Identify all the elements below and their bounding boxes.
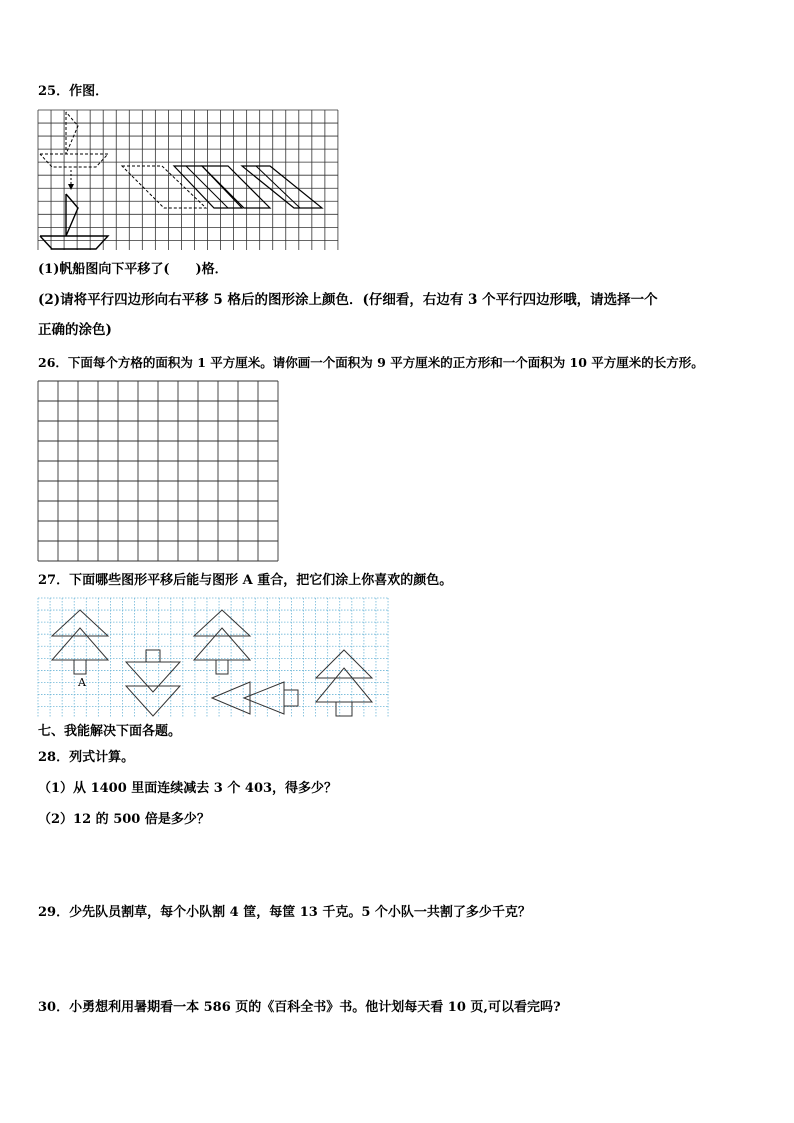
- q30-text: 30．小勇想利用暑期看一本 586 页的《百科全书》书。他计划每天看 10 页,可以看完吗?: [38, 1000, 561, 1015]
- parallelogram-candidate-3: [242, 166, 322, 208]
- tree-translated: [194, 610, 250, 674]
- label-a: A: [78, 676, 86, 689]
- q25-sub1-suffix: )格．: [195, 262, 228, 277]
- tree-a: [52, 610, 108, 674]
- q25-heading: 25．作图．: [38, 84, 109, 99]
- q29-text: 29．少先队员割草，每个小队割 4 筐，每筐 13 千克。5 个小队一共割了多少千克？: [38, 905, 531, 920]
- translate-arrow-icon: [68, 170, 74, 190]
- q26-grid[interactable]: [38, 381, 280, 562]
- q28-item2: （2）12 的 500 倍是多少？: [38, 812, 210, 827]
- q28-heading: 28．列式计算。: [38, 750, 135, 765]
- q25-sub2-line1: (2)请将平行四边形向右平移 5 格后的图形涂上颜色．(仔细看，右边有 3 个平行四边形哦，请选择一个: [38, 292, 658, 308]
- q26-heading: 26．下面每个方格的面积为 1 平方厘米。请你画一个面积为 9 平方厘米的正方形和一个面积为 10 平方厘米的长方形。: [38, 355, 704, 370]
- sailboat-original: [40, 112, 108, 167]
- q25-grid-figure: [38, 110, 340, 250]
- q28-item1: （1）从 1400 里面连续减去 3 个 403，得多少？: [38, 781, 338, 796]
- tree-upside-down: [126, 650, 180, 716]
- q25-sub1-prefix: (1)帆船图向下平移了(: [38, 262, 170, 277]
- section7-heading: 七、我能解决下面各题。: [38, 724, 182, 739]
- q25-sub2-line2: 正确的涂色): [38, 322, 112, 338]
- q27-grid-figure: [38, 598, 390, 720]
- q27-heading: 27．下面哪些图形平移后能与图形 A 重合，把它们涂上你喜欢的颜色。: [38, 573, 453, 588]
- q25-sub1: [38, 262, 228, 278]
